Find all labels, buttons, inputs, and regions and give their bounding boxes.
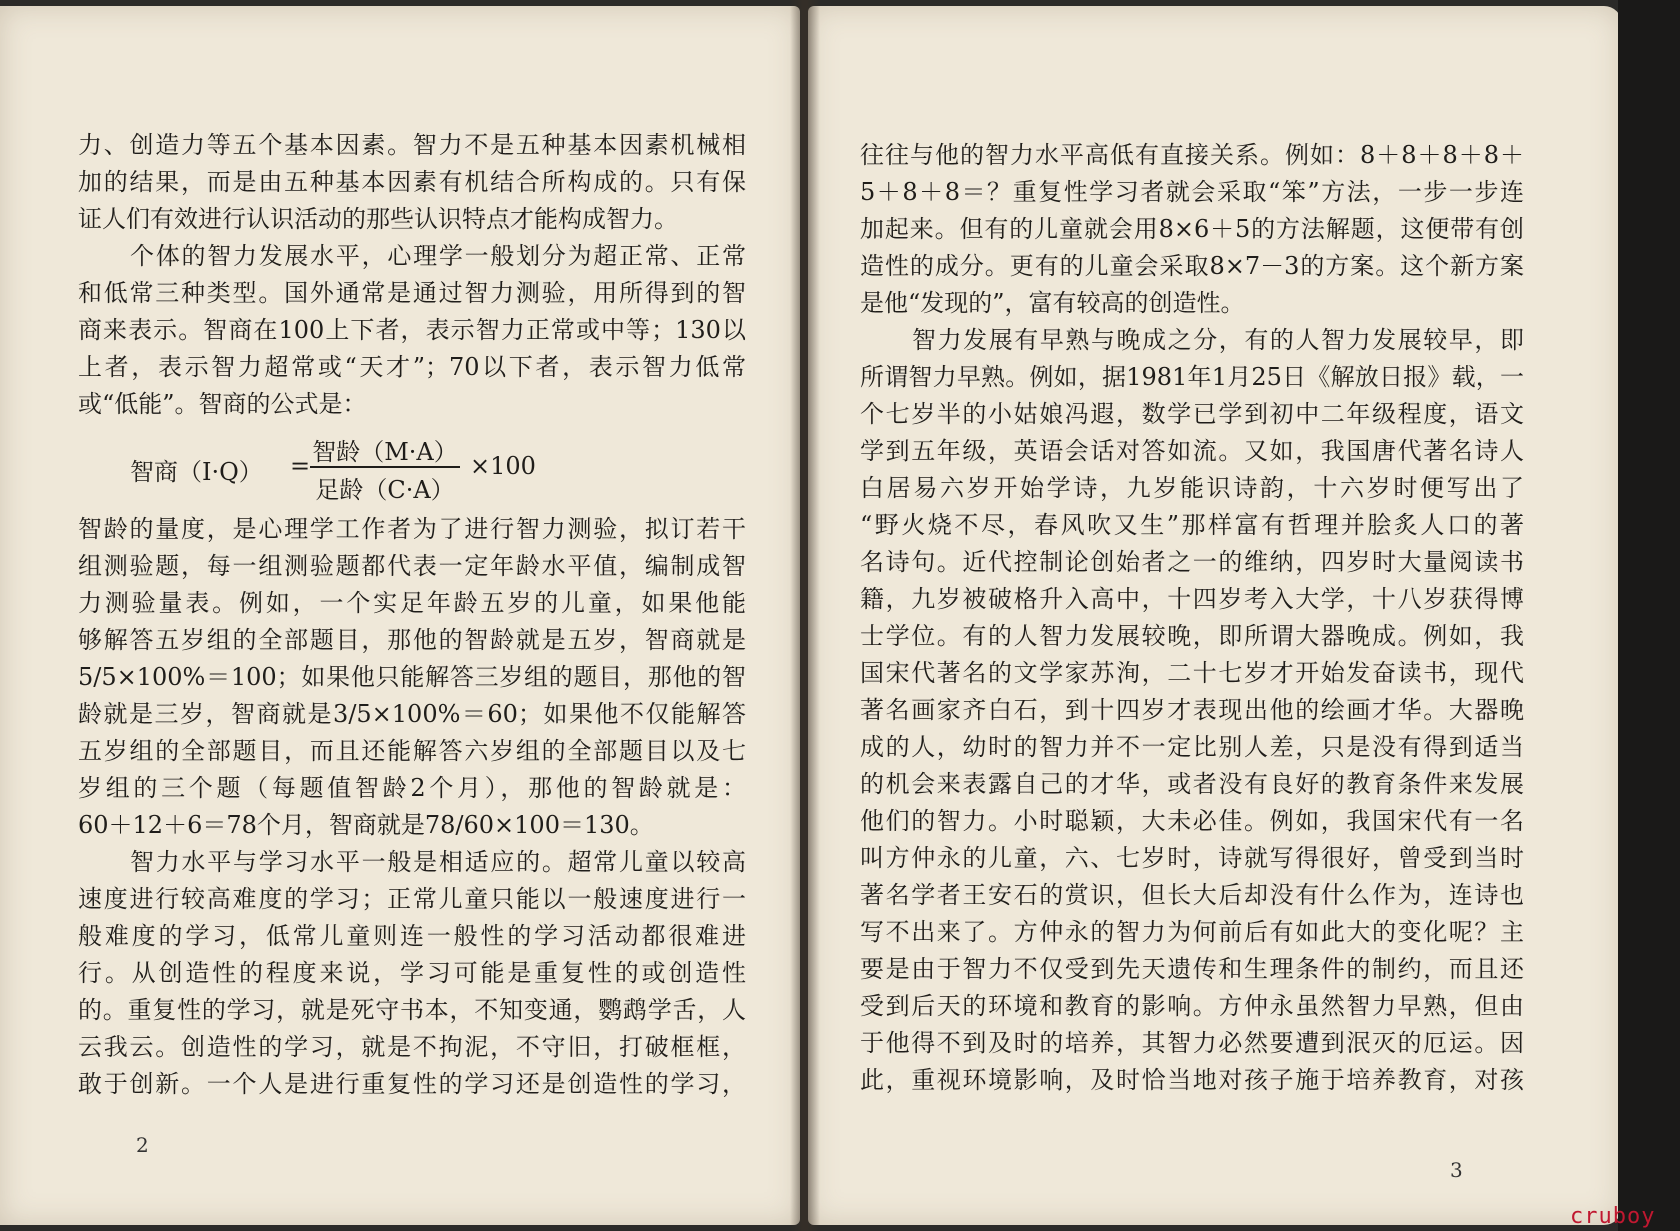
text-line: 速度进行较高难度的学习；正常儿童只能以一般速度进行一 xyxy=(78,885,746,913)
left-page-text xyxy=(78,126,746,1126)
page-edge-shadow xyxy=(1618,0,1680,1231)
text-line: 够解答五岁组的全部题目，那他的智龄就是五岁，智商就是 xyxy=(78,626,746,654)
text-line: 和低常三种类型。国外通常是通过智力测验，用所得到的智 xyxy=(78,279,746,307)
text-line: 所谓智力早熟。例如，据1981年1月25日《解放日报》载，一 xyxy=(860,363,1524,391)
text-line: 力测验量表。例如，一个实足年龄五岁的儿童，如果他能 xyxy=(78,589,746,617)
text-line: 个体的智力发展水平，心理学一般划分为超正常、正常 xyxy=(130,242,746,270)
text-line: 5/5×100%＝100；如果他只能解答三岁组的题目，那他的智 xyxy=(78,663,746,691)
formula-multiplier: ×100 xyxy=(470,452,536,480)
text-line: 此，重视环境影响，及时恰当地对孩子施于培养教育，对孩 xyxy=(860,1066,1524,1094)
text-line: 造性的成分。更有的儿童会采取8×7－3的方案。这个新方案 xyxy=(860,252,1524,280)
right-page-text xyxy=(860,136,1524,1136)
text-line: 商来表示。智商在100上下者，表示智力正常或中等；130以 xyxy=(78,316,746,344)
text-line: 个七岁半的小姑娘冯遐，数学已学到初中二年级程度，语文 xyxy=(860,400,1524,428)
text-line: 叫方仲永的儿童，六、七岁时，诗就写得很好，曾受到当时 xyxy=(860,844,1524,872)
formula-numerator: 智龄（M·A） xyxy=(312,438,458,466)
text-line: 写不出来了。方仲永的智力为何前后有如此大的变化呢？主 xyxy=(860,918,1524,946)
text-line: 往往与他的智力水平高低有直接关系。例如：8＋8＋8＋8＋ xyxy=(860,141,1524,169)
text-line: 要是由于智力不仅受到先天遗传和生理条件的制约，而且还 xyxy=(860,955,1524,983)
iq-formula xyxy=(130,432,550,512)
text-line: 加起来。但有的儿童就会用8×6＋5的方法解题，这便带有创 xyxy=(860,215,1524,243)
text-line: “野火烧不尽，春风吹又生”那样富有哲理并脍炙人口的著 xyxy=(860,511,1524,539)
text-line: 的。重复性的学习，就是死守书本，不知变通，鹦鹉学舌，人 xyxy=(78,996,746,1024)
text-line: 著名学者王安石的赏识，但长大后却没有什么作为，连诗也 xyxy=(860,881,1524,909)
text-line: 5＋8＋8＝？重复性学习者就会采取“笨”方法，一步一步连 xyxy=(860,178,1524,206)
text-line: 上者，表示智力超常或“天才”；70以下者，表示智力低常 xyxy=(78,353,746,381)
text-line: 受到后天的环境和教育的影响。方仲永虽然智力早熟，但由 xyxy=(860,992,1524,1020)
text-line: 敢于创新。一个人是进行重复性的学习还是创造性的学习， xyxy=(78,1070,746,1098)
text-line: 云我云。创造性的学习，就是不拘泥，不守旧，打破框框， xyxy=(78,1033,746,1061)
book-gutter xyxy=(790,0,820,1231)
text-line: 行。从创造性的程度来说，学习可能是重复性的或创造性 xyxy=(78,959,746,987)
text-line: 60＋12＋6＝78个月，智商就是78/60×100＝130。 xyxy=(78,811,654,839)
text-line: 力、创造力等五个基本因素。智力不是五种基本因素机械相 xyxy=(78,131,746,159)
formula-equals: = xyxy=(290,452,311,480)
text-line: 证人们有效进行认识活动的那些认识特点才能构成智力。 xyxy=(78,205,678,233)
text-line: 著名画家齐白石，到十四岁才表现出他的绘画才华。大器晚 xyxy=(860,696,1524,724)
text-line: 般难度的学习，低常儿童则连一般性的学习活动都很难进 xyxy=(78,922,746,950)
page-number-left: 2 xyxy=(136,1133,149,1157)
page-number-right: 3 xyxy=(1450,1158,1463,1182)
text-line: 五岁组的全部题目，而且还能解答六岁组的全部题目以及七 xyxy=(78,737,746,765)
formula-lhs: 智商（I·Q） xyxy=(130,458,263,486)
text-line: 学到五年级，英语会话对答如流。又如，我国唐代著名诗人 xyxy=(860,437,1524,465)
text-line: 名诗句。近代控制论创始者之一的维纳，四岁时大量阅读书 xyxy=(860,548,1524,576)
text-line: 白居易六岁开始学诗，九岁能识诗韵，十六岁时便写出了 xyxy=(860,474,1524,502)
text-line: 组测验题，每一组测验题都代表一定年龄水平值，编制成智 xyxy=(78,552,746,580)
text-line: 他们的智力。小时聪颖，大未必佳。例如，我国宋代有一名 xyxy=(860,807,1524,835)
text-line: 加的结果，而是由五种基本因素有机结合所构成的。只有保 xyxy=(78,168,746,196)
formula-denominator: 足龄（C·A） xyxy=(315,476,455,504)
text-line: 国宋代著名的文学家苏洵，二十七岁才开始发奋读书，现代 xyxy=(860,659,1524,687)
fraction-bar xyxy=(310,466,460,468)
text-line: 是他“发现的”，富有较高的创造性。 xyxy=(860,289,1245,317)
text-line: 智龄的量度，是心理学工作者为了进行智力测验，拟订若干 xyxy=(78,515,746,543)
text-line: 于他得不到及时的培养，其智力必然要遭到泯灭的厄运。因 xyxy=(860,1029,1524,1057)
text-line: 智力发展有早熟与晚成之分，有的人智力发展较早，即 xyxy=(912,326,1524,354)
text-line: 龄就是三岁，智商就是3/5×100%＝60；如果他不仅能解答 xyxy=(78,700,746,728)
text-line: 籍，九岁被破格升入高中，十四岁考入大学，十八岁获得博 xyxy=(860,585,1524,613)
text-line: 的机会来表露自己的才华，或者没有良好的教育条件来发展 xyxy=(860,770,1524,798)
text-line: 或“低能”。智商的公式是： xyxy=(78,390,367,418)
text-line: 岁组的三个题（每题值智龄2个月），那他的智龄就是： xyxy=(78,774,746,802)
text-line: 智力水平与学习水平一般是相适应的。超常儿童以较高 xyxy=(130,848,746,876)
watermark-text: cruboy xyxy=(1570,1204,1656,1229)
text-line: 士学位。有的人智力发展较晚，即所谓大器晚成。例如，我 xyxy=(860,622,1524,650)
text-line: 成的人，幼时的智力并不一定比别人差，只是没有得到适当 xyxy=(860,733,1524,761)
